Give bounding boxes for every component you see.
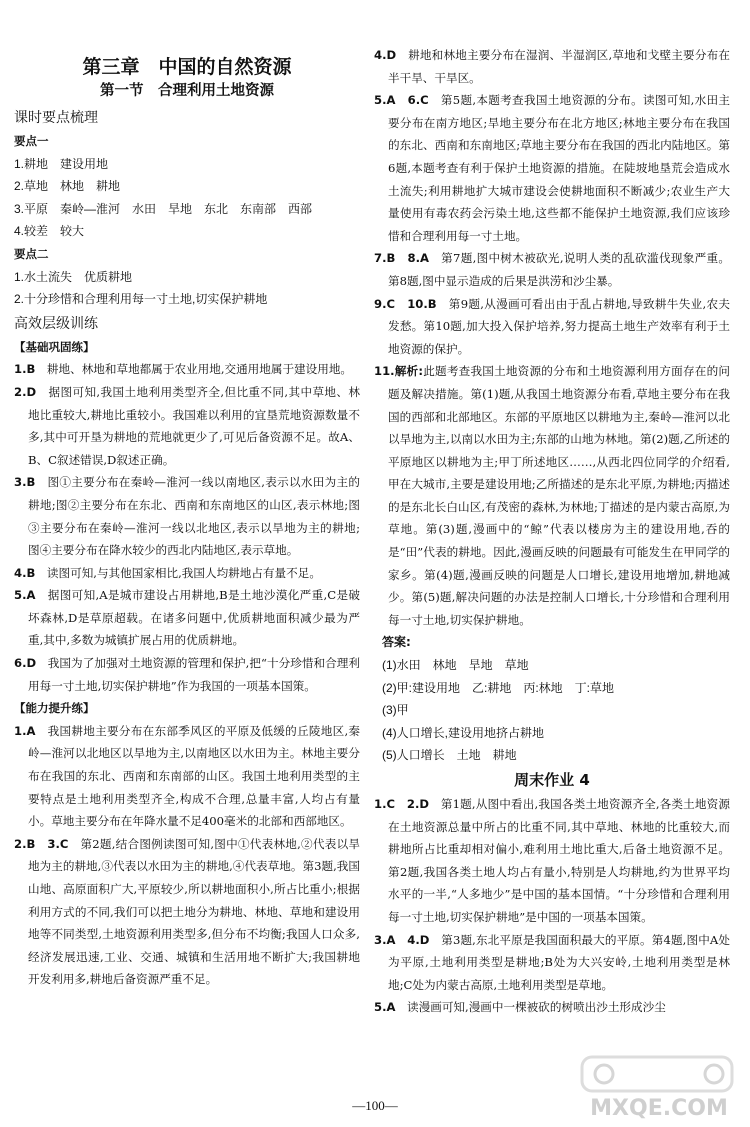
answer-line: (3)甲: [382, 703, 409, 718]
page-number: —100—: [352, 1098, 398, 1113]
point1-list: [14, 153, 360, 243]
answer-explanation: 此题考查我国土地资源的分布和土地资源利用方面存在的问题及解决措施。第(1)题,从我国土地资源分布看,草地主要分布在我国的西部和北部地区。东部的平原地区以耕地为主,秦岭—淮河以北以旱地为主,以南以水田为主;东部的山地为林地。第(2)题,乙所述的平原地区以耕地为主;甲丁所述地区……,从西北四位同学的介绍看,甲在大城市,主要是建设用地;乙所描述的是东北平原,为耕地;丙描述的是东北长白山区,有茂密的森林,为林地;丁描述的是内蒙古高原,为草地。第(3)题,漫画中的“鲸”代表以楼房为主的建设用地,吞的是“田”代表的耕地。因此,漫画反映的问题最有可能发生在甲同学的家乡。第(4)题,漫画反映的问题是人口增长,建设用地增加,耕地减少。第(5)题,解决问题的办法是控制人口增长,十分珍惜和合理利用每一寸土地,切实保护耕地。: [388, 364, 730, 627]
right-column: [374, 44, 730, 1019]
question-number: 1.B: [14, 362, 36, 377]
chapter-title: 第三章 中国的自然资源: [82, 56, 292, 78]
basic-list: [14, 358, 360, 697]
answer-explanation: 耕地和林地主要分布在湿润、半湿润区,草地和戈壁主要分布在半干旱、干旱区。: [388, 48, 730, 85]
answer-explanation: 读图可知,与其他国家相比,我国人均耕地占有量不足。: [35, 565, 321, 580]
question-number: 9.C 10.B: [374, 296, 437, 311]
question-number: 2.D: [14, 384, 37, 399]
answer-explanation: 第2题,结合图例读图可知,图中①代表林地,②代表以旱地为主的耕地,③代表以水田为主的耕地,④代表草地。第3题,我国山地、高原面积广大,平原较少,所以耕地面积小,所占比重小;根据利用方式的不同,我们可以把土地分为耕地、林地、草地和建设用地等不同类型,土地资源利用类型多,但分布不均衡;我国人口众多,经济发展迅速,工业、交通、城镇和生活用地不断扩大;我国耕地开发利用多,耕地后备资源严重不足。: [28, 836, 360, 987]
question-number: 3.A 4.D: [374, 932, 430, 947]
basic-item: [14, 652, 360, 697]
answer-item: [374, 293, 730, 361]
section-title: 第一节 合理利用土地资源: [100, 83, 274, 99]
question-number: 1.C 2.D: [374, 797, 429, 811]
ability-item: [14, 720, 360, 833]
point1-heading: 要点一: [14, 134, 49, 148]
svg-text:MXQE.COM: MXQE.COM: [590, 1096, 728, 1121]
ability-item: [14, 833, 360, 991]
question-number: 5.A: [14, 588, 36, 603]
point2-line: 1.水土流失 优质耕地: [14, 269, 133, 284]
weekend-item: [374, 793, 730, 929]
weekend-item: [374, 929, 730, 997]
weekend-list: [374, 793, 730, 1019]
answer-line: (1)水田 林地 旱地 草地: [382, 658, 529, 673]
answer-explanation: 图①主要分布在秦岭—淮河一线以南地区,表示以水田为主的耕地;图②主要分布在东北、西南和东南地区的山区,表示林地;图③主要分布在秦岭—淮河一线以北地区,表示以旱地为主的耕地;图④主要分布在降水较少的西北内陆地区,表示草地。: [28, 475, 360, 558]
answer-explanation: 第1题,从图中看出,我国各类土地资源齐全,各类土地资源在土地资源总量中所占的比重不同,其中草地、林地的比重较大,而耕地所占比重却相对偏小,难利用土地比重大,后备土地资源不足。第2题,我国各类土地人均占有量小,特别是人均耕地,约为世界平均水平的一半,“人多地少”是中国的基本国情。“十分珍惜和合理利用每一寸土地,切实保护耕地”是中国的一项基本国策。: [388, 797, 730, 924]
ability-heading: 【能力提升练】: [14, 701, 95, 716]
answer-line: (5)人口增长 土地 耕地: [382, 748, 517, 763]
answer-line: (4)人口增长,建设用地挤占耕地: [382, 725, 545, 740]
question-number: 5.A: [374, 1000, 396, 1015]
question-number: 6.D: [14, 656, 37, 671]
answer-item: [374, 44, 730, 89]
question-number: 11.解析:: [374, 364, 424, 379]
answer-explanation: 我国为了加强对土地资源的管理和保护,把“十分珍惜和合理利用每一寸土地,切实保护耕地”作为我国的一项基本国策。: [28, 656, 360, 693]
point1-line: 2.草地 林地 耕地: [14, 179, 121, 194]
basic-item: [14, 358, 360, 381]
point1-line: 3.平原 秦岭—淮河 水田 旱地 东北 东南部 西部: [14, 201, 313, 216]
point2-line: 2.十分珍惜和合理利用每一寸土地,切实保护耕地: [14, 292, 268, 307]
answer-explanation: 第9题,从漫画可看出由于乱占耕地,导致耕牛失业,农夫发愁。第10题,加大投入保护培养,努力提高土地生产效率有利于土地资源的保护。: [388, 296, 731, 356]
left-column: [14, 52, 360, 991]
answer-explanation: 第7题,图中树木被砍光,说明人类的乱砍滥伐现象严重。第8题,图中显示造成的后果是洪涝和沙尘暴。: [388, 251, 730, 288]
basic-item: [14, 471, 360, 561]
basic-item: [14, 562, 360, 585]
answer-explanation: 读漫画可知,漫画中一棵被砍的树喷出沙土形成沙尘: [395, 1000, 666, 1015]
answer-list: [374, 654, 730, 767]
question-number: 4.B: [14, 565, 36, 580]
answer-item: [374, 89, 730, 247]
basic-item: [14, 381, 360, 471]
question-number: 7.B 8.A: [374, 251, 429, 266]
point2-heading: 要点二: [14, 246, 49, 261]
question-number: 5.A 6.C: [374, 93, 429, 108]
answer-explanation: 第3题,东北平原是我国面积最大的平原。第4题,图中A处为平原,土地利用类型是耕地;B处为大兴安岭,土地利用类型是林地;C处为内蒙古高原,土地利用类型是草地。: [388, 932, 731, 992]
answer-item: [374, 247, 730, 292]
question-number: 2.B 3.C: [14, 836, 69, 851]
answer-explanation: 我国耕地主要分布在东部季风区的平原及低缓的丘陵地区,秦岭—淮河以北地区以旱地为主,以南地区以水田为主。林地主要分布在我国的东北、西南和东南部的山区。我国土地利用类型的主要特点是土地利用类型齐全,构成不合理,总量丰富,人均占有量小。草地主要分布在年降水量不足400毫米的北部和西部地区。: [28, 723, 360, 829]
ability-list: [14, 720, 360, 991]
answer-line: (2)甲:建设用地 乙:耕地 丙:林地 丁:草地: [382, 680, 615, 695]
right-item-list: [374, 44, 730, 631]
point1-line: 1.耕地 建设用地: [14, 156, 109, 171]
point2-list: [14, 266, 360, 311]
answer-label: 答案:: [382, 635, 411, 650]
answer-explanation: 据图可知,我国土地利用类型齐全,但比重不同,其中草地、林地比重较大,耕地比重较小。我国难以利用的宜垦荒地资源数量不多,其中可开垦为耕地的荒地就更少了,可见后备资源不足。故A、B、C叙述错误,D叙述正确。: [28, 384, 360, 467]
watermark-logo: [574, 1051, 744, 1121]
question-number: 1.A: [14, 723, 36, 738]
question-number: 3.B: [14, 475, 36, 490]
answer-explanation: 耕地、林地和草地都属于农业用地,交通用地属于建设用地。: [35, 362, 353, 377]
question-number: 4.D: [374, 48, 397, 62]
training-heading: 高效层级训练: [14, 315, 98, 332]
basic-heading: 【基础巩固练】: [14, 339, 95, 354]
answer-explanation: 据图可知,A是城市建设占用耕地,B是土地沙漠化严重,C是破坏森林,D是草原超载。在诸多问题中,优质耕地面积减少最为严重,其中,多数为城镇扩展占用的优质耕地。: [28, 588, 360, 648]
lesson-points-heading: 课时要点梳理: [14, 110, 98, 126]
answer-item: [374, 360, 730, 631]
point1-line: 4.较差 较大: [14, 224, 85, 239]
basic-item: [14, 584, 360, 652]
weekend-title: 周末作业 4: [514, 771, 590, 789]
answer-explanation: 第5题,本题考查我国土地资源的分布。读图可知,水田主要分布在南方地区;旱地主要分布在北方地区;林地主要分布在我国的东北、西南和东南地区;草地主要分布在我国的西北内陆地区。第6题,本题考查有利于保护土地资源的措施。在陡坡地垦荒会造成水土流失;利用耕地扩大城市建设会使耕地面积不断减少;农业生产大量使用有毒农药会污染土地,这些都不能保护土地资源,我们应该珍惜和合理利用每一寸土地。: [388, 93, 730, 243]
weekend-item: [374, 996, 730, 1019]
